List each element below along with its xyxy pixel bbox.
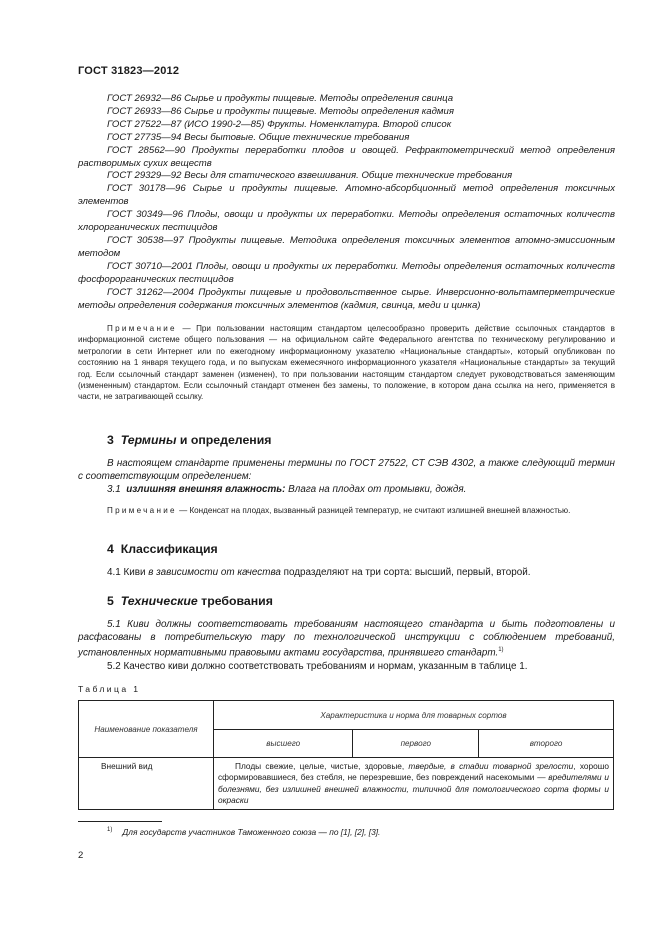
table-caption: Таблица 1 [78, 684, 141, 694]
section-title: требования [197, 594, 273, 608]
reference-item: ГОСТ 28562—90 Продукты переработки плодов и овощей. Рефрактометрический метод определения растворимых сухих веществ [78, 144, 615, 169]
footnote-separator [78, 821, 162, 822]
note-text: — При пользовании настоящим стандартом целесообразно проверить действие ссылочных стандартов в информационной системе общего пользования — на официальном сайте Федерального агентства по техническому регулированию и метрологии в сети Интернет или по ежегодному информационному указателю «Национальные стандарты», который опубликован по состоянию на 1 января текущего года, и по выпускам ежемесячного информационного указателя «Национальные стандарты» за текущий год. Если ссылочный стандарт заменен (изменен), то при пользовании настоящим стандартом следует руководствоваться заменяющим (измененным) стандартом. Если ссылочный стандарт отменен без замены, то положение, в котором дана ссылка на него, применяется в части, не затрагивающей ссылку. [78, 324, 615, 402]
table-row [79, 758, 614, 810]
section-title-italic: Технические [120, 594, 198, 608]
section-4-paragraph [78, 566, 615, 579]
footnote-ref: 1) [498, 647, 504, 654]
footnote [107, 827, 380, 837]
text-run: , хорошо сформировавшиеся, без стебля, не перезревшие, без повреждений насекомыми — [218, 761, 610, 783]
term: излишняя внешняя влажность: [126, 484, 286, 496]
text-run-italic: твердые, в стадии товарной зрелости [408, 761, 574, 771]
references-note [78, 323, 615, 403]
page-number: 2 [78, 850, 84, 861]
section-5-paragraph-1 [78, 618, 615, 660]
term-note [78, 505, 615, 516]
reference-item: ГОСТ 30349—96 Плоды, овощи и продукты их переработки. Методы определения остаточных количеств хлорорганических пестицидов [78, 209, 615, 234]
term-number: 3.1 [107, 484, 121, 496]
reference-item: ГОСТ 26932—86 Сырье и продукты пищевые. Методы определения свинца [107, 93, 454, 104]
section-number: 4 [107, 542, 114, 556]
text-run: 5.1 Киви должны соответствовать требованиям настоящего стандарта и быть подготовлены и расфасованы в потребительскую тару по технологической инструкции с соблюдением требований, установленных нормативными правовыми актами государства, принявшего стандарт. [78, 619, 615, 659]
reference-item: ГОСТ 29329—92 Весы для статического взвешивания. Общие технические требования [107, 170, 513, 182]
row-indicator: Внешний вид [79, 758, 214, 810]
footnote-text: Для государств участников Таможенного союза — по [1], [2], [3]. [122, 827, 381, 837]
section-title: Классификация [120, 542, 218, 556]
term-definition [78, 483, 615, 496]
section-3-paragraph: В настоящем стандарте применены термины по ГОСТ 27522, СТ СЭВ 4302, а также следующий термин с соответствующим определением: [78, 458, 615, 483]
reference-item: ГОСТ 27522—87 (ИСО 1990-2—85) Фрукты. Номенклатура. Второй список [107, 118, 452, 130]
normative-references-list [78, 93, 615, 312]
note-text: — Конденсат на плодах, вызванный разницей температур, не считают излишней внешней влажностью. [179, 506, 571, 515]
section-3-body [78, 457, 615, 497]
section-title-italic: Термины [120, 433, 177, 447]
footnote-mark: 1) [107, 827, 113, 834]
text-run-italic: в зависимости от качества [148, 567, 281, 578]
section-number: 3 [107, 433, 114, 447]
section-title: и определения [176, 433, 272, 447]
section-3-heading [107, 433, 271, 447]
text-run-italic: вредителями и болезнями, без излишней внешней влажности, типичной для помологического сорта формы и окраски [218, 772, 610, 806]
page-header: ГОСТ 31823—2012 [78, 65, 180, 77]
table-header-grade: высшего [214, 730, 353, 758]
reference-item: ГОСТ 31262—2004 Продукты пищевые и продовольственное сырье. Инверсионно-вольтамперметрические методы определения содержания токсичных элементов (кадмия, свинца, меди и цинка) [78, 286, 615, 311]
text-run: Плоды свежие, целые, чистые, здоровые, [235, 761, 409, 771]
reference-item: ГОСТ 30710—2001 Плоды, овощи и продукты их переработки. Методы определения остаточных количеств фосфорорганических пестицидов [78, 260, 615, 285]
reference-item: ГОСТ 26933—86 Сырье и продукты пищевые. Методы определения кадмия [107, 105, 454, 117]
section-4-heading [107, 542, 218, 556]
note-label: Примечание [107, 506, 177, 515]
section-5-paragraph-2: 5.2 Качество киви должно соответствовать требованиям и нормам, указанным в таблице 1. [107, 660, 528, 672]
table-header-grade: первого [353, 730, 479, 758]
table-header-grade: второго [479, 730, 614, 758]
section-number: 5 [107, 594, 114, 608]
definition: Влага на плодах от промывки, дождя. [285, 484, 467, 496]
reference-item: ГОСТ 30538—97 Продукты пищевые. Методика определения токсичных элементов атомно-эмиссионным методом [78, 234, 615, 259]
reference-item: ГОСТ 27735—94 Весы бытовые. Общие технические требования [107, 131, 410, 143]
section-4-body [78, 566, 615, 579]
section-5-heading [107, 594, 273, 608]
row-value [214, 758, 614, 810]
note-label: Примечание [107, 324, 177, 333]
section-5-body [78, 618, 615, 673]
reference-item: ГОСТ 30178—96 Сырье и продукты пищевые. Атомно-абсорбционный метод определения токсичных элементов [78, 183, 615, 208]
table-header-indicator: Наименование показателя [79, 701, 214, 758]
text-run: подразделяют на три сорта: высший, первый, второй. [280, 567, 531, 578]
quality-table [78, 700, 614, 810]
text-run: 4.1 Киви [107, 567, 149, 578]
table-header-group: Характеристика и норма для товарных сортов [214, 701, 614, 730]
